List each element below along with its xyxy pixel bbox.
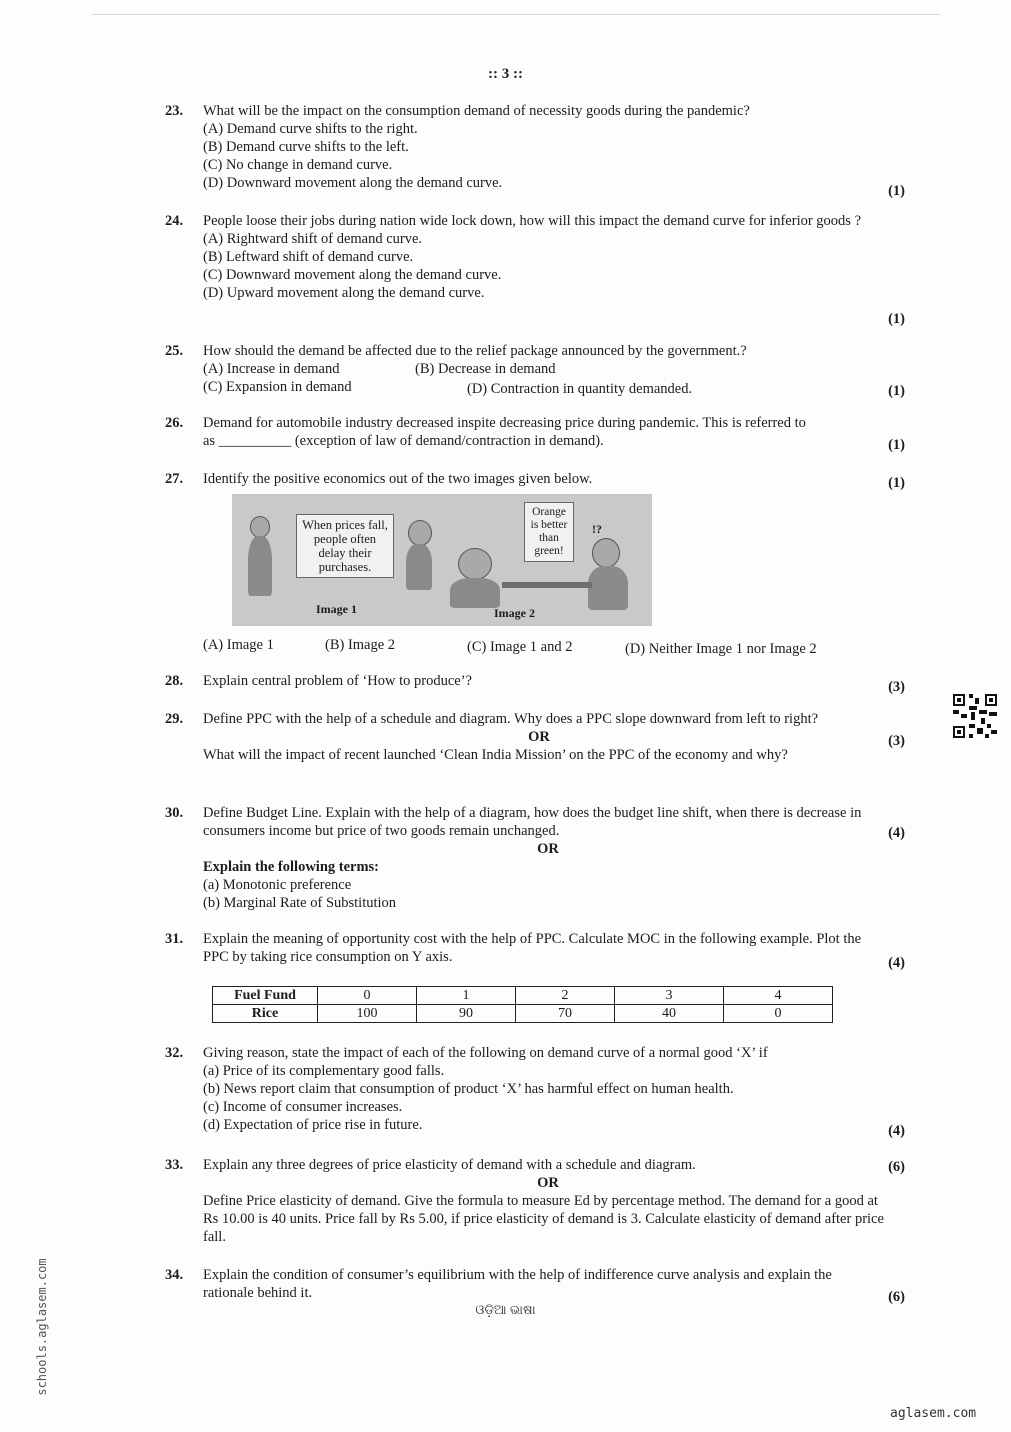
marks: (4): [888, 825, 905, 841]
table-row: [213, 987, 833, 1005]
item-d: (d) Expectation of price rise in future.: [203, 1117, 423, 1133]
question-28: [165, 672, 905, 695]
table-cell: 90: [417, 1005, 516, 1023]
or-divider: OR: [528, 729, 550, 745]
question-27-options: [165, 636, 905, 657]
table-cell: 70: [516, 1005, 615, 1023]
item-a: (a) Price of its complementary good falls.: [203, 1063, 445, 1079]
row-header: Rice: [213, 1005, 318, 1023]
question-text: Demand for automobile industry decreased inspite decreasing price during pandemic. This is referred to: [203, 415, 806, 431]
question-25: [165, 342, 905, 399]
question-33: [165, 1156, 905, 1246]
question-26: [165, 414, 905, 453]
top-rule: [92, 14, 940, 15]
option-a: (A) Image 1: [203, 637, 274, 653]
marks: (1): [888, 183, 905, 199]
question-text: Define Budget Line. Explain with the help of a diagram, how does the budget line shift, when there is decrease in consumers income but price of two goods remain unchanged.: [203, 805, 862, 839]
person-body: [450, 578, 500, 608]
qr-code-icon: [951, 692, 999, 740]
brand-watermark: aglasem.com: [890, 1406, 977, 1421]
table-cell: 0: [318, 987, 417, 1005]
marks: (1): [888, 383, 905, 399]
question-text: Explain the condition of consumer’s equilibrium with the help of indifference curve analysis and explain the rationale behind it.: [203, 1267, 832, 1301]
question-number: 26.: [165, 415, 184, 431]
table-row: [213, 1005, 833, 1023]
row-header: Fuel Fund: [213, 987, 318, 1005]
alternative-heading: Explain the following terms:: [203, 859, 380, 875]
question-number: 31.: [165, 931, 184, 947]
question-text: How should the demand be affected due to the relief package announced by the government.?: [203, 343, 747, 359]
option-b: (B) Image 2: [325, 637, 396, 653]
table-cell: 2: [516, 987, 615, 1005]
option-b: (B) Leftward shift of demand curve.: [203, 249, 414, 265]
person-body: [588, 566, 628, 610]
cartoon-images: [232, 494, 652, 626]
image2-reply: !?: [592, 522, 602, 536]
option-c: (C) Expansion in demand: [203, 379, 352, 395]
option-c: (C) Downward movement along the demand curve.: [203, 267, 502, 283]
marks: (4): [888, 1123, 905, 1139]
question-text: Define PPC with the help of a schedule and diagram. Why does a PPC slope downward from left to right?: [203, 711, 819, 727]
alternative-question: What will the impact of recent launched ‘Clean India Mission’ on the PPC of the economy and why?: [203, 747, 788, 763]
question-number: 23.: [165, 103, 184, 119]
question-32: [165, 1044, 905, 1139]
item-c: (c) Income of consumer increases.: [203, 1099, 403, 1115]
item-b: (b) News report claim that consumption of product ‘X’ has harmful effect on human health.: [203, 1081, 734, 1097]
question-text: Giving reason, state the impact of each of the following on demand curve of a normal good ‘X’ if: [203, 1045, 768, 1061]
question-number: 32.: [165, 1045, 184, 1061]
marks: (1): [888, 311, 905, 327]
question-29: [165, 710, 905, 764]
marks: (6): [888, 1289, 905, 1305]
footer-mark: ଓଡ଼ିଆ ଭାଷା: [475, 1302, 536, 1317]
question-24: [165, 212, 905, 327]
question-number: 27.: [165, 471, 184, 487]
option-d: (D) Upward movement along the demand curve.: [203, 285, 485, 301]
alternative-question: Define Price elasticity of demand. Give the formula to measure Ed by percentage method. The demand for a good at Rs 10.00 is 40 units. Price fall by Rs 5.00, if price elasticity of demand is 3. Calculate elasticity of demand after price fall.: [203, 1193, 884, 1245]
person-icon: [458, 548, 492, 580]
marks: (1): [888, 475, 905, 491]
question-number: 34.: [165, 1267, 184, 1283]
page-number: :: 3 ::: [488, 66, 523, 82]
question-number: 29.: [165, 711, 184, 727]
person-body: [406, 544, 432, 590]
image2-caption: Image 2: [494, 606, 535, 620]
option-c: (C) Image 1 and 2: [467, 639, 573, 655]
question-number: 25.: [165, 343, 184, 359]
table-cell: 100: [318, 1005, 417, 1023]
question-number: 30.: [165, 805, 184, 821]
question-27: [165, 470, 905, 491]
question-23: [165, 102, 905, 199]
question-number: 28.: [165, 673, 184, 689]
option-b: (B) Decrease in demand: [415, 361, 556, 377]
question-text: What will be the impact on the consumption demand of necessity goods during the pandemic?: [203, 103, 750, 119]
table-shape: [502, 582, 592, 588]
person-icon: [592, 538, 620, 568]
option-d: (D) Neither Image 1 nor Image 2: [625, 641, 817, 657]
fuel-rice-table: [212, 986, 833, 1023]
question-31: [165, 930, 905, 971]
person-body: [248, 536, 272, 596]
marks: (1): [888, 437, 905, 453]
question-text: People loose their jobs during nation wide lock down, how will this impact the demand curve for inferior goods ?: [203, 213, 862, 229]
or-divider: OR: [537, 841, 559, 857]
marks: (3): [888, 679, 905, 695]
question-text: Explain any three degrees of price elasticity of demand with a schedule and diagram.: [203, 1157, 696, 1173]
table-cell: 1: [417, 987, 516, 1005]
question-text: Explain central problem of ‘How to produce’?: [203, 673, 472, 689]
term-a: (a) Monotonic preference: [203, 877, 352, 893]
option-a: (A) Increase in demand: [203, 361, 340, 377]
question-number: 33.: [165, 1157, 184, 1173]
option-d: (D) Downward movement along the demand curve.: [203, 175, 503, 191]
table-cell: 4: [724, 987, 833, 1005]
option-d: (D) Contraction in quantity demanded.: [467, 381, 693, 397]
image2-speech-bubble: Orange is better than green!: [524, 502, 574, 562]
marks: (3): [888, 733, 905, 749]
table-cell: 3: [615, 987, 724, 1005]
option-a: (A) Rightward shift of demand curve.: [203, 231, 423, 247]
term-b: (b) Marginal Rate of Substitution: [203, 895, 397, 911]
side-watermark: schools.aglasem.com: [35, 1258, 49, 1396]
question-text-blank: as __________ (exception of law of demand/contraction in demand).: [203, 433, 604, 449]
question-34: [165, 1266, 905, 1305]
marks: (4): [888, 955, 905, 971]
question-text: Explain the meaning of opportunity cost with the help of PPC. Calculate MOC in the following example. Plot the PPC by taking rice consumption on Y axis.: [203, 931, 862, 965]
option-b: (B) Demand curve shifts to the left.: [203, 139, 409, 155]
question-number: 24.: [165, 213, 184, 229]
option-c: (C) No change in demand curve.: [203, 157, 393, 173]
question-30: [165, 804, 905, 912]
question-text: Identify the positive economics out of the two images given below.: [203, 471, 593, 487]
table-cell: 0: [724, 1005, 833, 1023]
option-a: (A) Demand curve shifts to the right.: [203, 121, 418, 137]
image1-caption: Image 1: [316, 602, 357, 616]
person-icon: [250, 516, 270, 538]
marks: (6): [888, 1159, 905, 1175]
table-cell: 40: [615, 1005, 724, 1023]
image1-speech-bubble: When prices fall, people often delay their purchases.: [296, 514, 394, 578]
or-divider: OR: [537, 1175, 559, 1191]
person-icon: [408, 520, 432, 546]
